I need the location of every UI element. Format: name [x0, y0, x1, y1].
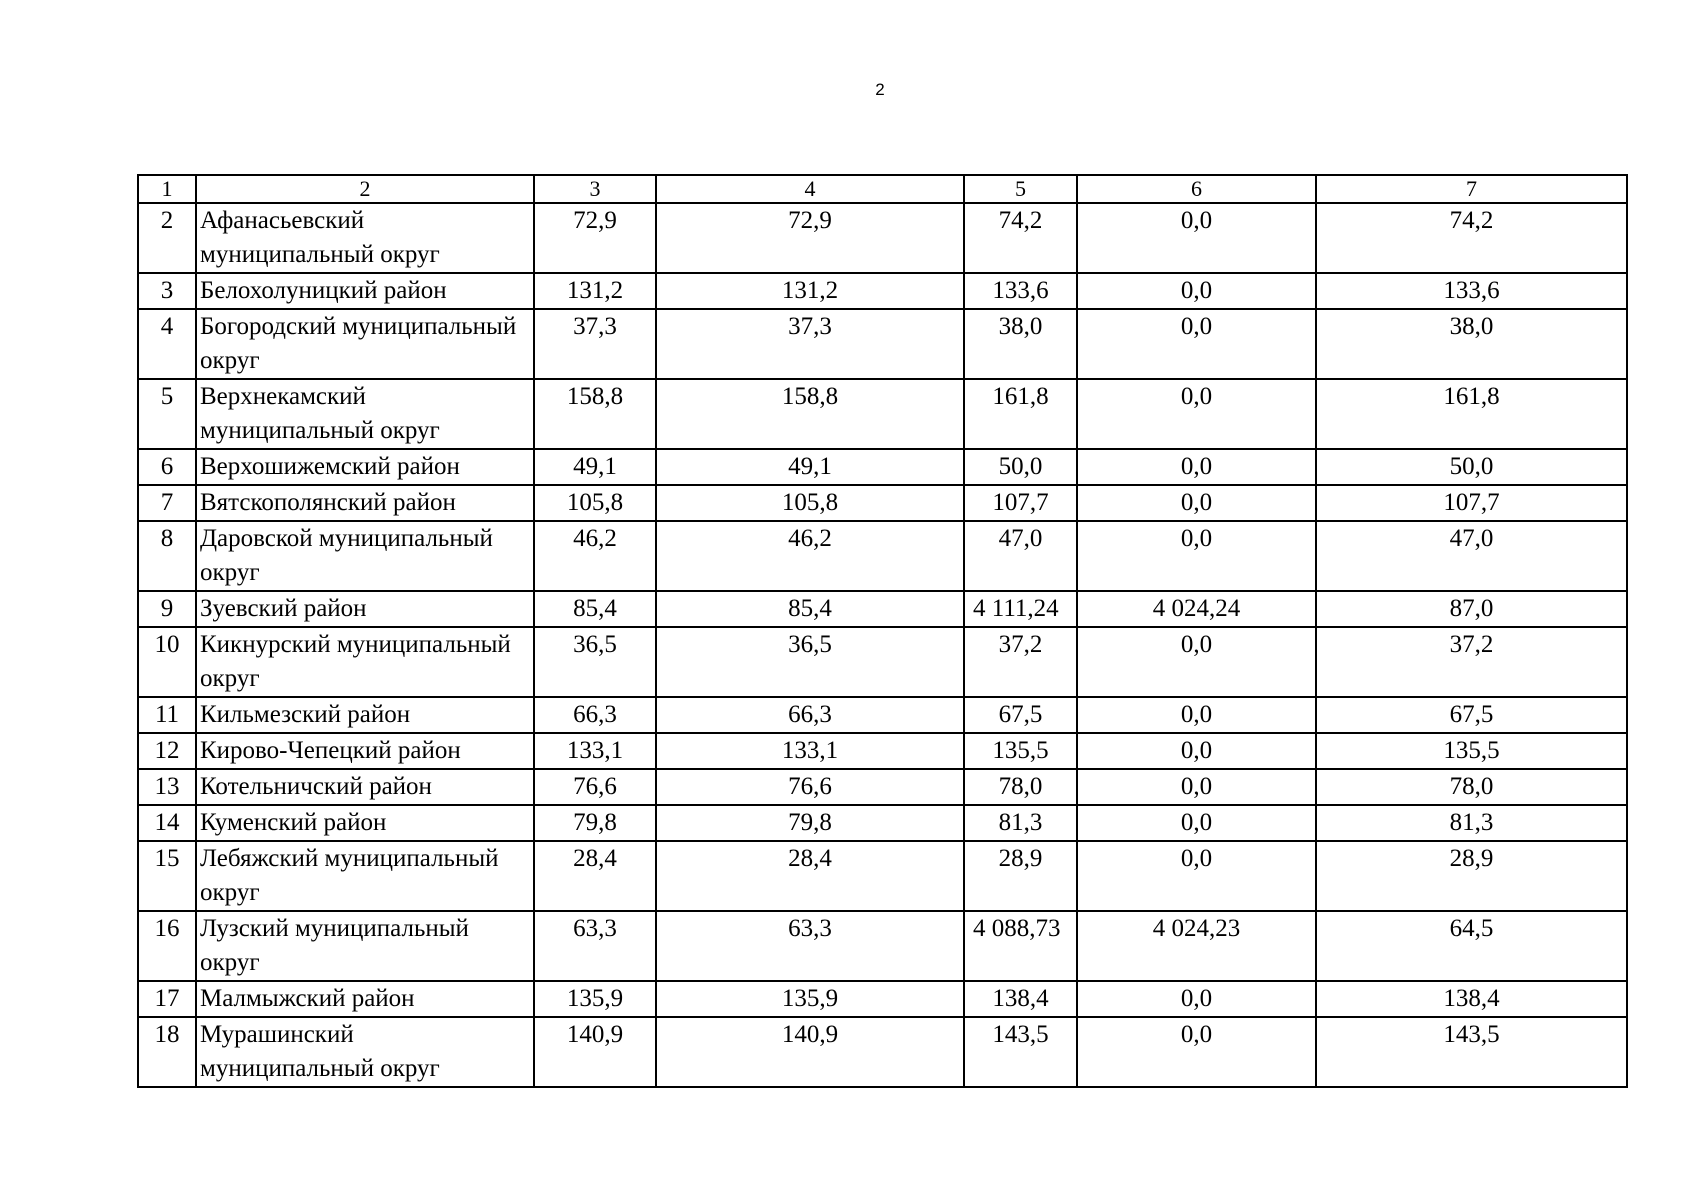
table-row [138, 805, 1627, 841]
value-cell-col6: 0,0 [1077, 805, 1316, 841]
value-cell-col4: 158,8 [656, 379, 964, 449]
district-name-cell: Зуевский район [196, 591, 534, 627]
value-cell-col4: 79,8 [656, 805, 964, 841]
value-cell-col5: 107,7 [964, 485, 1077, 521]
value-cell-col6: 0,0 [1077, 449, 1316, 485]
header-row [138, 175, 1627, 203]
row-number-cell: 5 [138, 379, 196, 449]
district-name-cell: Кильмезский район [196, 697, 534, 733]
value-cell-col5: 161,8 [964, 379, 1077, 449]
value-cell-col7: 107,7 [1316, 485, 1627, 521]
value-cell-col4: 46,2 [656, 521, 964, 591]
value-cell-col7: 67,5 [1316, 697, 1627, 733]
value-cell-col6: 4 024,24 [1077, 591, 1316, 627]
row-number-cell: 11 [138, 697, 196, 733]
value-cell-col4: 28,4 [656, 841, 964, 911]
row-number-cell: 8 [138, 521, 196, 591]
value-cell-col5: 138,4 [964, 981, 1077, 1017]
table-row [138, 521, 1627, 591]
district-name-cell: Кирово-Чепецкий район [196, 733, 534, 769]
row-number-cell: 9 [138, 591, 196, 627]
table-row [138, 981, 1627, 1017]
row-number-cell: 7 [138, 485, 196, 521]
value-cell-col4: 105,8 [656, 485, 964, 521]
district-name-cell: Котельничский район [196, 769, 534, 805]
value-cell-col4: 133,1 [656, 733, 964, 769]
value-cell-col4: 140,9 [656, 1017, 964, 1087]
value-cell-col7: 47,0 [1316, 521, 1627, 591]
value-cell-col5: 74,2 [964, 203, 1077, 273]
district-name-cell: Лебяжский муниципальный округ [196, 841, 534, 911]
value-cell-col5: 67,5 [964, 697, 1077, 733]
value-cell-col7: 38,0 [1316, 309, 1627, 379]
value-cell-col4: 135,9 [656, 981, 964, 1017]
table-row [138, 309, 1627, 379]
table-row [138, 273, 1627, 309]
value-cell-col7: 161,8 [1316, 379, 1627, 449]
value-cell-col3: 72,9 [534, 203, 656, 273]
value-cell-col6: 0,0 [1077, 733, 1316, 769]
row-number-cell: 10 [138, 627, 196, 697]
value-cell-col5: 50,0 [964, 449, 1077, 485]
row-number-cell: 15 [138, 841, 196, 911]
table-row [138, 591, 1627, 627]
row-number-cell: 4 [138, 309, 196, 379]
table-row [138, 1017, 1627, 1087]
value-cell-col3: 49,1 [534, 449, 656, 485]
district-name-cell: Верхошижемский район [196, 449, 534, 485]
district-name-cell: Даровской муниципальный округ [196, 521, 534, 591]
value-cell-col3: 28,4 [534, 841, 656, 911]
table-row [138, 449, 1627, 485]
value-cell-col5: 38,0 [964, 309, 1077, 379]
value-cell-col7: 133,6 [1316, 273, 1627, 309]
value-cell-col6: 0,0 [1077, 1017, 1316, 1087]
value-cell-col3: 76,6 [534, 769, 656, 805]
row-number-cell: 18 [138, 1017, 196, 1087]
table-row [138, 485, 1627, 521]
table-row [138, 841, 1627, 911]
row-number-cell: 2 [138, 203, 196, 273]
value-cell-col6: 0,0 [1077, 841, 1316, 911]
value-cell-col6: 0,0 [1077, 697, 1316, 733]
value-cell-col5: 135,5 [964, 733, 1077, 769]
value-cell-col3: 135,9 [534, 981, 656, 1017]
value-cell-col7: 37,2 [1316, 627, 1627, 697]
value-cell-col3: 66,3 [534, 697, 656, 733]
district-name-cell: Верхнекамский муниципальный округ [196, 379, 534, 449]
value-cell-col6: 0,0 [1077, 627, 1316, 697]
table-row [138, 379, 1627, 449]
value-cell-col3: 79,8 [534, 805, 656, 841]
value-cell-col4: 76,6 [656, 769, 964, 805]
value-cell-col3: 105,8 [534, 485, 656, 521]
value-cell-col7: 78,0 [1316, 769, 1627, 805]
value-cell-col5: 143,5 [964, 1017, 1077, 1087]
table-row [138, 911, 1627, 981]
row-number-cell: 17 [138, 981, 196, 1017]
district-name-cell: Куменский район [196, 805, 534, 841]
district-name-cell: Вятскополянский район [196, 485, 534, 521]
value-cell-col7: 135,5 [1316, 733, 1627, 769]
value-cell-col4: 72,9 [656, 203, 964, 273]
value-cell-col6: 4 024,23 [1077, 911, 1316, 981]
value-cell-col5: 4 088,73 [964, 911, 1077, 981]
value-cell-col3: 140,9 [534, 1017, 656, 1087]
district-name-cell: Афанасьевский муниципальный округ [196, 203, 534, 273]
value-cell-col3: 133,1 [534, 733, 656, 769]
row-number-cell: 14 [138, 805, 196, 841]
column-header: 5 [964, 175, 1077, 203]
value-cell-col4: 63,3 [656, 911, 964, 981]
row-number-cell: 12 [138, 733, 196, 769]
table-row [138, 697, 1627, 733]
value-cell-col3: 36,5 [534, 627, 656, 697]
value-cell-col6: 0,0 [1077, 309, 1316, 379]
value-cell-col7: 143,5 [1316, 1017, 1627, 1087]
value-cell-col7: 74,2 [1316, 203, 1627, 273]
district-name-cell: Малмыжский район [196, 981, 534, 1017]
value-cell-col4: 66,3 [656, 697, 964, 733]
district-name-cell: Богородский муниципальный округ [196, 309, 534, 379]
value-cell-col4: 49,1 [656, 449, 964, 485]
row-number-cell: 6 [138, 449, 196, 485]
column-header: 6 [1077, 175, 1316, 203]
table-row [138, 769, 1627, 805]
value-cell-col4: 37,3 [656, 309, 964, 379]
value-cell-col6: 0,0 [1077, 485, 1316, 521]
district-name-cell: Кикнурский муниципальный округ [196, 627, 534, 697]
column-header: 3 [534, 175, 656, 203]
column-header: 2 [196, 175, 534, 203]
row-number-cell: 16 [138, 911, 196, 981]
value-cell-col5: 78,0 [964, 769, 1077, 805]
data-table [137, 174, 1628, 1088]
value-cell-col3: 131,2 [534, 273, 656, 309]
value-cell-col7: 28,9 [1316, 841, 1627, 911]
column-header: 7 [1316, 175, 1627, 203]
value-cell-col3: 158,8 [534, 379, 656, 449]
district-name-cell: Мурашинский муниципальный округ [196, 1017, 534, 1087]
value-cell-col6: 0,0 [1077, 769, 1316, 805]
value-cell-col6: 0,0 [1077, 981, 1316, 1017]
district-name-cell: Белохолуницкий район [196, 273, 534, 309]
value-cell-col7: 50,0 [1316, 449, 1627, 485]
value-cell-col6: 0,0 [1077, 379, 1316, 449]
row-number-cell: 3 [138, 273, 196, 309]
value-cell-col7: 87,0 [1316, 591, 1627, 627]
value-cell-col3: 63,3 [534, 911, 656, 981]
value-cell-col5: 81,3 [964, 805, 1077, 841]
value-cell-col5: 4 111,24 [964, 591, 1077, 627]
value-cell-col6: 0,0 [1077, 273, 1316, 309]
value-cell-col3: 85,4 [534, 591, 656, 627]
page-number: 2 [875, 80, 885, 99]
row-number-cell: 13 [138, 769, 196, 805]
table-row [138, 627, 1627, 697]
table-row [138, 733, 1627, 769]
value-cell-col7: 138,4 [1316, 981, 1627, 1017]
value-cell-col4: 85,4 [656, 591, 964, 627]
value-cell-col6: 0,0 [1077, 521, 1316, 591]
column-header: 4 [656, 175, 964, 203]
value-cell-col4: 36,5 [656, 627, 964, 697]
table-row [138, 203, 1627, 273]
value-cell-col3: 46,2 [534, 521, 656, 591]
district-name-cell: Лузский муниципальный округ [196, 911, 534, 981]
value-cell-col7: 64,5 [1316, 911, 1627, 981]
column-header: 1 [138, 175, 196, 203]
value-cell-col3: 37,3 [534, 309, 656, 379]
value-cell-col5: 133,6 [964, 273, 1077, 309]
value-cell-col6: 0,0 [1077, 203, 1316, 273]
value-cell-col5: 47,0 [964, 521, 1077, 591]
value-cell-col4: 131,2 [656, 273, 964, 309]
value-cell-col5: 37,2 [964, 627, 1077, 697]
value-cell-col7: 81,3 [1316, 805, 1627, 841]
value-cell-col5: 28,9 [964, 841, 1077, 911]
